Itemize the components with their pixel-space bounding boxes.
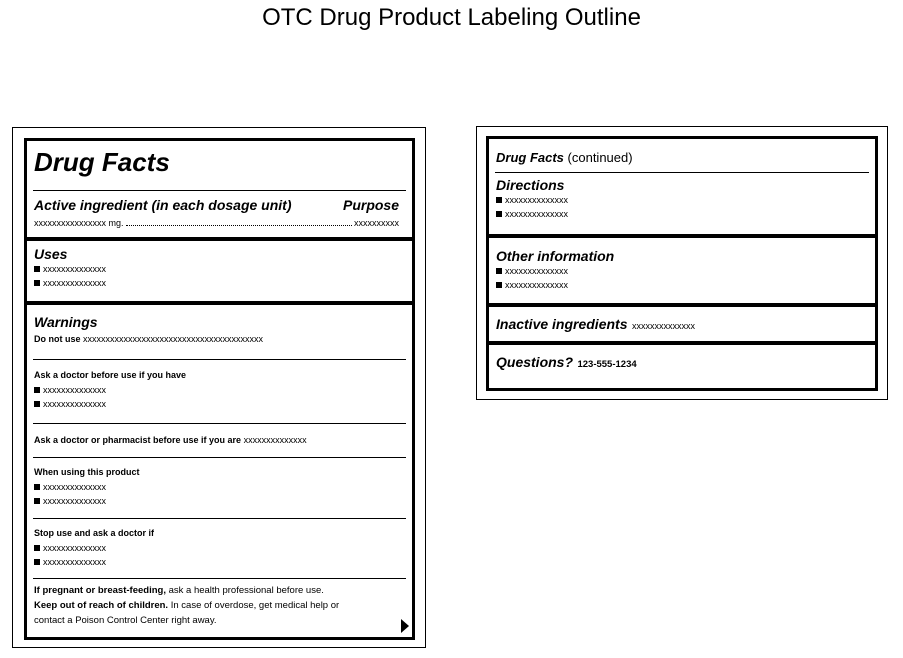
bullet-square-icon: [34, 498, 40, 504]
page-title: OTC Drug Product Labeling Outline: [262, 4, 641, 31]
directions-heading: Directions: [496, 177, 565, 193]
bullet-square-icon: [34, 545, 40, 551]
drug-facts-inner-box: [24, 138, 415, 640]
bullet-square-icon: [496, 282, 502, 288]
purpose-value: xxxxxxxxxx: [354, 218, 399, 228]
ask-doctor-bullet: xxxxxxxxxxxxxx: [34, 383, 399, 398]
inactive-ingredients-section: [489, 303, 875, 341]
other-info-heading: Other information: [496, 248, 615, 264]
continued-heading-suffix: (continued): [567, 150, 633, 165]
pregnant-line: [34, 583, 399, 598]
ask-doctor-section: [33, 359, 406, 425]
uses-bullet: xxxxxxxxxxxxxx: [34, 276, 405, 291]
drug-facts-panel: [12, 127, 426, 648]
keep-out-line: [34, 598, 399, 613]
directions-section: [495, 172, 869, 237]
ask-pharmacist-section: [33, 423, 406, 458]
questions-line: [496, 354, 868, 372]
do-not-use-line: [34, 332, 405, 347]
other-info-bullet: xxxxxxxxxxxxxx: [496, 278, 868, 293]
continued-header-section: [489, 139, 875, 172]
ask-pharmacist-value: xxxxxxxxxxxxxx: [243, 435, 307, 445]
uses-bullet: xxxxxxxxxxxxxx: [34, 262, 405, 277]
pregnant-text: ask a health professional before use.: [168, 585, 324, 596]
bullet-square-icon: [34, 266, 40, 272]
purpose-label: Purpose: [342, 197, 399, 213]
bullet-square-icon: [496, 211, 502, 217]
leader-dots: [126, 225, 352, 226]
inactive-label: Inactive ingredients: [496, 316, 628, 332]
ask-pharmacist-label: Ask a doctor or pharmacist before use if you are: [34, 435, 242, 445]
ingredient-line: [34, 216, 399, 231]
bullet-square-icon: [34, 484, 40, 490]
active-ingredient-section: [33, 190, 406, 240]
when-using-label: When using this product: [34, 467, 140, 477]
directions-bullet: xxxxxxxxxxxxxx: [496, 207, 862, 222]
warnings-heading: Warnings: [34, 314, 98, 330]
pregnant-label: If pregnant or breast-feeding,: [34, 585, 166, 596]
ingredient-amount: xxxxxxxxxxxxxxxx mg.: [34, 218, 124, 228]
ask-doctor-bullet: xxxxxxxxxxxxxx: [34, 397, 399, 412]
keep-out-label: Keep out of reach of children.: [34, 600, 169, 611]
when-using-section: [33, 457, 406, 519]
inactive-line: [496, 316, 868, 334]
other-info-bullet: xxxxxxxxxxxxxx: [496, 264, 868, 279]
directions-bullet: xxxxxxxxxxxxxx: [496, 193, 862, 208]
bullet-square-icon: [496, 268, 502, 274]
bullet-square-icon: [34, 559, 40, 565]
active-ingredient-row: [34, 197, 399, 213]
continued-arrow-icon: [401, 619, 409, 633]
drug-facts-heading: Drug Facts: [34, 147, 170, 177]
header-section: [27, 141, 412, 191]
stop-use-bullet: xxxxxxxxxxxxxx: [34, 541, 399, 556]
drug-facts-continued-panel: [476, 126, 888, 400]
ask-doctor-label: Ask a doctor before use if you have: [34, 370, 187, 380]
do-not-use-value: xxxxxxxxxxxxxxxxxxxxxxxxxxxxxxxxxxxxxxxx: [83, 334, 264, 344]
ask-pharmacist-line: [34, 433, 399, 448]
bullet-square-icon: [34, 387, 40, 393]
questions-label: Questions?: [496, 354, 574, 370]
continued-heading-title: Drug Facts: [496, 150, 564, 165]
stop-use-bullet: xxxxxxxxxxxxxx: [34, 555, 399, 570]
uses-section: [27, 237, 412, 299]
bullet-square-icon: [34, 401, 40, 407]
other-info-section: [489, 234, 875, 303]
inactive-value: xxxxxxxxxxxxxx: [631, 321, 695, 331]
active-ingredient-label: Active ingredient (in each dosage unit): [34, 197, 292, 213]
continued-heading: [496, 150, 868, 165]
drug-facts-continued-inner-box: [486, 136, 878, 391]
questions-section: [489, 341, 875, 387]
warnings-section: [27, 301, 412, 361]
when-using-bullet: xxxxxxxxxxxxxx: [34, 494, 399, 509]
stop-use-section: [33, 518, 406, 579]
questions-phone: 123-555-1234: [577, 359, 637, 370]
keep-out-line-2: contact a Poison Control Center right away.: [34, 615, 217, 626]
bullet-square-icon: [496, 197, 502, 203]
when-using-bullet: xxxxxxxxxxxxxx: [34, 480, 399, 495]
pregnancy-children-section: [33, 578, 406, 636]
stop-use-label: Stop use and ask a doctor if: [34, 528, 155, 538]
do-not-use-label: Do not use: [34, 334, 81, 344]
uses-heading: Uses: [34, 246, 68, 262]
bullet-square-icon: [34, 280, 40, 286]
keep-out-text: In case of overdose, get medical help or: [170, 600, 340, 611]
